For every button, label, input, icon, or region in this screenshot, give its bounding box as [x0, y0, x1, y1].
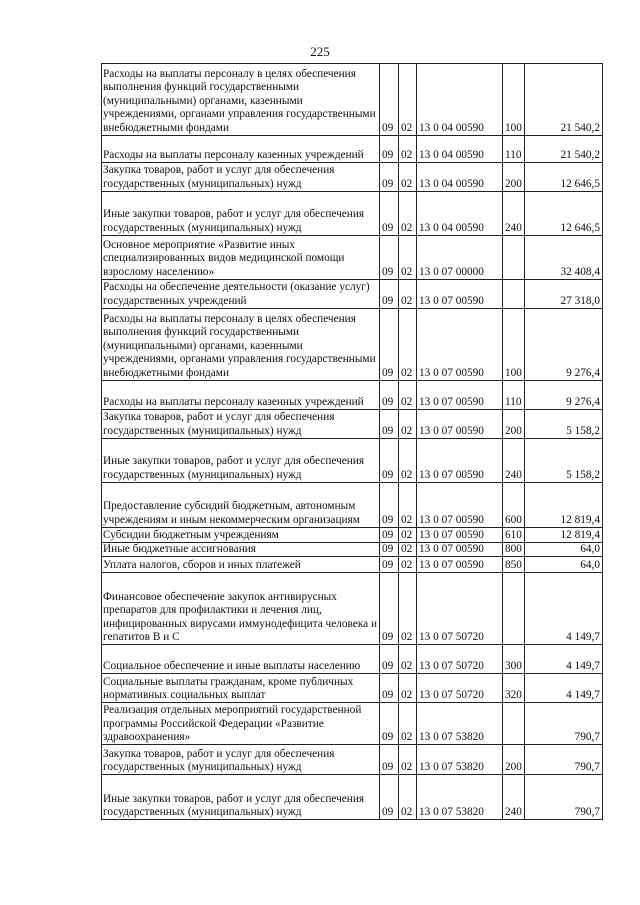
table-row [102, 745, 603, 775]
row-name: Расходы на обеспечение деятельности (оказание услуг) государственных учреждений [102, 280, 380, 309]
subsection-code: 02 [399, 192, 417, 236]
expense-type-code: 850 [503, 557, 525, 573]
subsection-code: 02 [399, 483, 417, 528]
page-number: 225 [310, 44, 330, 59]
target-article-code: 13 0 07 50720 [417, 674, 503, 703]
expense-type-code: 600 [503, 483, 525, 528]
expense-type-code: 300 [503, 645, 525, 674]
target-article-code: 13 0 07 00590 [417, 528, 503, 543]
expense-type-code: 240 [503, 192, 525, 236]
expense-type-code: 110 [503, 381, 525, 410]
target-article-code: 13 0 07 00590 [417, 557, 503, 573]
target-article-code: 13 0 07 00590 [417, 439, 503, 483]
table-row [102, 483, 603, 528]
section-code: 09 [380, 674, 399, 703]
expense-type-code: 800 [503, 543, 525, 557]
row-name: Расходы на выплаты персоналу казенных учреждений [102, 136, 380, 163]
amount: 9 276,4 [525, 309, 603, 381]
subsection-code: 02 [399, 280, 417, 309]
section-code: 09 [380, 439, 399, 483]
row-name: Закупка товаров, работ и услуг для обеспечения государственных (муниципальных) нужд [102, 745, 380, 775]
subsection-code: 02 [399, 381, 417, 410]
table-row [102, 557, 603, 573]
table-row [102, 703, 603, 745]
section-code: 09 [380, 543, 399, 557]
table-row [102, 64, 603, 136]
amount: 12 646,5 [525, 192, 603, 236]
row-name: Закупка товаров, работ и услуг для обеспечения государственных (муниципальных) нужд [102, 410, 380, 439]
expense-type-code [503, 280, 525, 309]
row-name: Иные бюджетные ассигнования [102, 543, 380, 557]
amount: 12 819,4 [525, 528, 603, 543]
amount: 4 149,7 [525, 674, 603, 703]
amount: 790,7 [525, 775, 603, 820]
amount: 32 408,4 [525, 236, 603, 280]
amount: 9 276,4 [525, 381, 603, 410]
target-article-code: 13 0 07 00590 [417, 543, 503, 557]
section-code: 09 [380, 64, 399, 136]
section-code: 09 [380, 192, 399, 236]
row-name: Иные закупки товаров, работ и услуг для обеспечения государственных (муниципальных) нужд [102, 775, 380, 820]
expense-type-code [503, 573, 525, 645]
subsection-code: 02 [399, 136, 417, 163]
budget-table-body [102, 64, 603, 820]
section-code: 09 [380, 645, 399, 674]
row-name: Финансовое обеспечение закупок антивирусных препаратов для профилактики и лечения лиц, инфицированных вирусами иммунодефицита человека и гепатитов В и С [102, 573, 380, 645]
table-row [102, 410, 603, 439]
row-name: Закупка товаров, работ и услуг для обеспечения государственных (муниципальных) нужд [102, 163, 380, 192]
target-article-code: 13 0 07 50720 [417, 645, 503, 674]
section-code: 09 [380, 280, 399, 309]
amount: 5 158,2 [525, 439, 603, 483]
amount: 21 540,2 [525, 136, 603, 163]
expense-type-code: 200 [503, 410, 525, 439]
table-row [102, 163, 603, 192]
table-row [102, 439, 603, 483]
subsection-code: 02 [399, 309, 417, 381]
row-name: Расходы на выплаты персоналу в целях обеспечения выполнения функций государственными (муниципальными) органами, казенными учреждениями, органами управления государственными внебюджетными фондами [102, 64, 380, 136]
target-article-code: 13 0 07 00000 [417, 236, 503, 280]
table-row [102, 528, 603, 543]
subsection-code: 02 [399, 573, 417, 645]
expense-type-code: 200 [503, 163, 525, 192]
row-name: Расходы на выплаты персоналу казенных учреждений [102, 381, 380, 410]
section-code: 09 [380, 483, 399, 528]
row-name: Иные закупки товаров, работ и услуг для обеспечения государственных (муниципальных) нужд [102, 192, 380, 236]
table-row [102, 543, 603, 557]
subsection-code: 02 [399, 439, 417, 483]
section-code: 09 [380, 528, 399, 543]
target-article-code: 13 0 04 00590 [417, 64, 503, 136]
row-name: Уплата налогов, сборов и иных платежей [102, 557, 380, 573]
section-code: 09 [380, 236, 399, 280]
amount: 4 149,7 [525, 645, 603, 674]
row-name: Иные закупки товаров, работ и услуг для обеспечения государственных (муниципальных) нужд [102, 439, 380, 483]
table-row [102, 645, 603, 674]
subsection-code: 02 [399, 674, 417, 703]
expense-type-code: 240 [503, 775, 525, 820]
subsection-code: 02 [399, 557, 417, 573]
target-article-code: 13 0 04 00590 [417, 136, 503, 163]
subsection-code: 02 [399, 645, 417, 674]
subsection-code: 02 [399, 236, 417, 280]
expense-type-code: 610 [503, 528, 525, 543]
section-code: 09 [380, 703, 399, 745]
expense-type-code: 110 [503, 136, 525, 163]
subsection-code: 02 [399, 703, 417, 745]
expense-type-code: 320 [503, 674, 525, 703]
row-name: Социальное обеспечение и иные выплаты населению [102, 645, 380, 674]
row-name: Основное мероприятие «Развитие иных специализированных видов медицинской помощи взрослому населению» [102, 236, 380, 280]
subsection-code: 02 [399, 163, 417, 192]
row-name: Предоставление субсидий бюджетным, автономным учреждениям и иным некоммерческим организациям [102, 483, 380, 528]
amount: 5 158,2 [525, 410, 603, 439]
section-code: 09 [380, 163, 399, 192]
row-name: Социальные выплаты гражданам, кроме публичных нормативных социальных выплат [102, 674, 380, 703]
amount: 64,0 [525, 543, 603, 557]
table-row [102, 136, 603, 163]
section-code: 09 [380, 136, 399, 163]
subsection-code: 02 [399, 528, 417, 543]
target-article-code: 13 0 07 00590 [417, 309, 503, 381]
expense-type-code: 100 [503, 309, 525, 381]
row-name: Расходы на выплаты персоналу в целях обеспечения выполнения функций государственными (муниципальными) органами, казенными учреждениями, органами управления государственными внебюджетными фондами [102, 309, 380, 381]
table-row [102, 309, 603, 381]
subsection-code: 02 [399, 775, 417, 820]
table-row [102, 674, 603, 703]
target-article-code: 13 0 07 00590 [417, 410, 503, 439]
expense-type-code: 240 [503, 439, 525, 483]
section-code: 09 [380, 775, 399, 820]
expense-type-code: 200 [503, 745, 525, 775]
target-article-code: 13 0 07 00590 [417, 280, 503, 309]
subsection-code: 02 [399, 745, 417, 775]
section-code: 09 [380, 410, 399, 439]
table-row [102, 775, 603, 820]
target-article-code: 13 0 07 53820 [417, 775, 503, 820]
table-row [102, 236, 603, 280]
expense-type-code [503, 703, 525, 745]
budget-table [101, 63, 603, 820]
target-article-code: 13 0 07 53820 [417, 703, 503, 745]
table-row [102, 573, 603, 645]
section-code: 09 [380, 557, 399, 573]
table-row [102, 192, 603, 236]
row-name: Реализация отдельных мероприятий государственной программы Российской Федерации «Развитие здравоохранения» [102, 703, 380, 745]
section-code: 09 [380, 573, 399, 645]
amount: 790,7 [525, 703, 603, 745]
target-article-code: 13 0 07 53820 [417, 745, 503, 775]
amount: 27 318,0 [525, 280, 603, 309]
expense-type-code: 100 [503, 64, 525, 136]
target-article-code: 13 0 04 00590 [417, 163, 503, 192]
subsection-code: 02 [399, 410, 417, 439]
section-code: 09 [380, 309, 399, 381]
table-row [102, 381, 603, 410]
amount: 790,7 [525, 745, 603, 775]
amount: 4 149,7 [525, 573, 603, 645]
section-code: 09 [380, 745, 399, 775]
subsection-code: 02 [399, 64, 417, 136]
section-code: 09 [380, 381, 399, 410]
amount: 12 819,4 [525, 483, 603, 528]
amount: 64,0 [525, 557, 603, 573]
row-name: Субсидии бюджетным учреждениям [102, 528, 380, 543]
amount: 12 646,5 [525, 163, 603, 192]
target-article-code: 13 0 07 00590 [417, 381, 503, 410]
expense-type-code [503, 236, 525, 280]
subsection-code: 02 [399, 543, 417, 557]
table-row [102, 280, 603, 309]
target-article-code: 13 0 04 00590 [417, 192, 503, 236]
target-article-code: 13 0 07 50720 [417, 573, 503, 645]
target-article-code: 13 0 07 00590 [417, 483, 503, 528]
amount: 21 540,2 [525, 64, 603, 136]
